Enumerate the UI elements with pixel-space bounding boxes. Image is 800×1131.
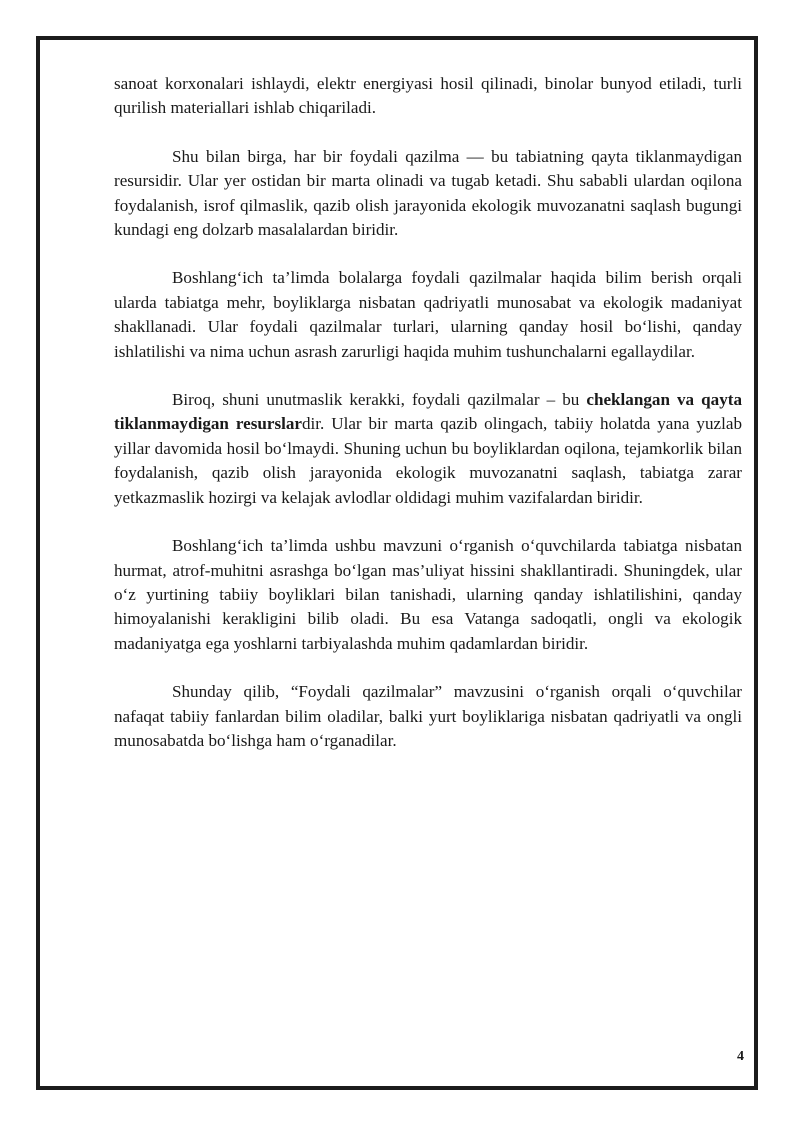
paragraph-conclusion: Shunday qilib, “Foydali qazilmalar” mavzusini o‘rganish orqali o‘quvchilar nafaqat tabiiy fanlardan bilim oladilar, balki yurt boyliklariga nisbatan qadriyatli va ongli munosabatda bo‘lishga ham o‘rganadilar. bbox=[114, 682, 742, 750]
paragraph-limited-resources bbox=[114, 388, 742, 510]
paragraph-continuation: sanoat korxonalari ishlaydi, elektr energiyasi hosil qilinadi, binolar bunyod etiladi, turli qurilish materiallari ishlab chiqariladi. bbox=[114, 74, 742, 118]
paragraph-respect-for-nature: Boshlang‘ich ta’limda ushbu mavzuni o‘rganish o‘quvchilarda tabiatga nisbatan hurmat, atrof-muhitni asrashga bo‘lgan mas’uliyat hissini shakllantiradi. Shuningdek, ular o‘z yurtining tabiiy boyliklari bilan tanishadi, ularning qanday ishlatilishini, qanday himoyalanishi kerakligini bilib oladi. Bu esa Vatanga sadoqatli, ongli va ekologik madaniyatga ega yoshlarni tarbiyalashda muhim qadamlardan biridir. bbox=[114, 536, 742, 653]
paragraph-limited-resources-intro: Biroq, shuni unutmaslik kerakki, foydali qazilmalar – bu bbox=[172, 390, 587, 410]
paragraph-non-renewable-resources: Shu bilan birga, har bir foydali qazilma — bu tabiatning qayta tiklanmaydigan resursidir. Ular yer ostidan bir marta olinadi va tugab ketadi. Shu sababli ulardan oqilona foydalanish, isrof qilmaslik, qazib olish jarayonida ekologik muvozanatni saqlash bugungi kundagi eng dolzarb masalalardan biridir. bbox=[114, 146, 742, 240]
paragraph-limited-resources-rest: dir. Ular bir marta qazib olingach, tabiiy holatda yana yuzlab yillar davomida hosil bo‘lmaydi. Shuning uchun bu boyliklardan oqilona, tejamkorlik bilan foydalanish, qazib olish jarayonida ekologik muvozanatni saqlash, tabiatga zarar yetkazmaslik hozirgi va kelajak avlodlar oldidagi muhim vazifalardan biridir. bbox=[114, 414, 742, 507]
emphasized-phrase: cheklangan va qayta tiklanmaydigan resurslar bbox=[114, 390, 742, 434]
paragraph-primary-education: Boshlang‘ich ta’limda bolalarga foydali qazilmalar haqida bilim berish orqali ularda tabiatga mehr, boyliklarga nisbatan qadriyatli munosabat va ekologik madaniyat shakllanadi. Ular foydali qazilmalar turlari, ularning qanday hosil bo‘lishi, qanday ishlatilishi va nima uchun asrash zarurligi haqida muhim tushunchalarni egallaydilar. bbox=[114, 268, 742, 361]
document-body bbox=[114, 72, 742, 777]
page-number: 4 bbox=[737, 1049, 744, 1064]
